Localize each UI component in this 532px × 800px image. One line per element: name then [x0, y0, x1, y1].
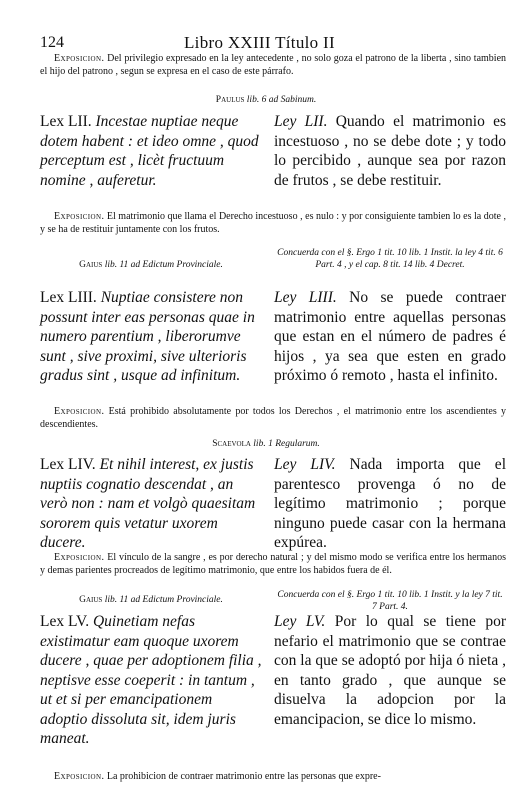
- law-heading: Ley LIV.: [274, 456, 336, 473]
- source-citation-1: [0, 95, 532, 105]
- source-citation-2: [40, 260, 262, 270]
- source-author: Gaius: [79, 595, 103, 605]
- latin-law-53: [40, 288, 262, 386]
- exposicion-5: [40, 770, 506, 783]
- source-author: Paulus: [215, 95, 245, 105]
- exposicion-label: Exposicion.: [54, 552, 105, 563]
- exposicion-1: [40, 52, 506, 78]
- source-author: Scaevola: [212, 439, 251, 449]
- spanish-text: No se puede contraer matrimonio entre aquellas personas que estan en el número de padres é hijos , ya sea que esten en grado próximo ó remoto , hasta el infinito.: [274, 289, 506, 384]
- law-heading: Ley LII.: [274, 113, 328, 130]
- law-heading: Lex LIII.: [40, 289, 97, 306]
- spanish-law-52: [274, 112, 506, 190]
- law-heading: Lex LV.: [40, 613, 90, 630]
- exposicion-text: El matrimonio que llama el Derecho incestuoso , es nulo : y por consiguiente tambien lo es la dote , y se ha de restituir juntamente con los frutos.: [40, 211, 506, 235]
- exposicion-label: Exposicion.: [54, 406, 105, 417]
- law-heading: Ley LIII.: [274, 289, 337, 306]
- latin-text: Quinetiam nefas existimatur eam quoque uxorem ducere , quae per adoptionem filia , neptisve esse coeperit : in tantum , ut et si per emancipationem adoptio dissoluta sit, idem juris maneat.: [40, 613, 262, 747]
- latin-law-52: [40, 112, 262, 190]
- source-ref: lib. 11 ad Edictum Provinciale.: [104, 260, 223, 270]
- latin-text: Incestae nuptiae neque dotem habent : et ideo omne , quod perceptum est , licèt fructuum nomine , auferetur.: [40, 113, 259, 189]
- exposicion-4: [40, 551, 506, 577]
- exposicion-label: Exposicion.: [54, 53, 105, 64]
- latin-law-54: [40, 455, 262, 553]
- latin-law-55: [40, 612, 262, 749]
- exposicion-2: [40, 210, 506, 236]
- exposicion-text: La prohibicion de contraer matrimonio entre las personas que expre-: [106, 771, 381, 782]
- source-ref: lib. 1 Regularum.: [253, 439, 320, 449]
- page-number: 124: [40, 34, 64, 51]
- exposicion-text: Del privilegio expresado en la ley antecedente , no solo goza el patrono de la liberta , sino tambien el hijo del patrono , segun se expresa en el caso de este párrafo.: [40, 53, 507, 77]
- latin-text: Nuptiae consistere non possunt inter eas personas quae in numero parentium , liberorumve sunt , sive proximi, sive ulterioris gradus sint , usque ad infinitum.: [40, 289, 255, 384]
- law-heading: Ley LV.: [274, 613, 326, 630]
- spanish-law-54: [274, 455, 506, 553]
- latin-text: Et nihil interest, ex justis nuptiis cognatio descendat , an verò non : nam et volgò quaesitam sororem quis vetatur uxorem ducere.: [40, 456, 256, 551]
- spanish-text: Quando el matrimonio es incestuoso , no se debe dote ; y todo lo percibido , aunque sea por razon de frutos , se debe restituir.: [274, 113, 507, 189]
- spanish-text: Por lo qual se tiene por nefario el matrimonio que se contrae con la que se adoptó por hija ó nieta , en tanto grado , que aunque se disuelva la adopcion por la emancipacion, se dice lo mismo.: [274, 613, 506, 728]
- exposicion-label: Exposicion.: [54, 211, 105, 222]
- law-heading: Lex LII.: [40, 113, 92, 130]
- source-ref: lib. 11 ad Edictum Provinciale.: [104, 595, 223, 605]
- source-ref: lib. 6 ad Sabinum.: [246, 95, 317, 105]
- exposicion-label: Exposicion.: [54, 771, 105, 782]
- concordance-note-2: Concuerda con el §. Ergo 1 tit. 10 lib. 1 Instit. la ley 4 tit. 6 Part. 4 , y el cap. 8 tit. 14 lib. 4 Decret.: [277, 248, 503, 270]
- exposicion-3: [40, 405, 506, 431]
- source-author: Gaius: [79, 260, 103, 270]
- spanish-law-55: [274, 612, 506, 729]
- spanish-law-53: [274, 288, 506, 386]
- exposicion-text: Está prohibido absolutamente por todos los Derechos , el matrimonio entre los ascendientes y descendientes.: [40, 406, 507, 430]
- concordance-note-4: Concuerda con el §. Ergo 1 tit. 10 lib. 1 Instit. y la ley 7 tit. 7 Part. 4.: [277, 590, 503, 612]
- source-citation-4: [40, 595, 262, 605]
- spanish-text: Nada importa que el parentesco provenga ó no de legítimo matrimonio ; porque ninguno puede casar con la hermana expúrea.: [274, 456, 506, 551]
- source-citation-3: [0, 439, 532, 449]
- exposicion-text: El vínculo de la sangre , es por derecho natural ; y del mismo modo se verifica entre los hermanos y demas parientes procreados de legítimo matrimonio, que entre los habidos fuera de él.: [40, 552, 506, 576]
- running-head: Libro XXIII Título II: [184, 33, 335, 52]
- law-heading: Lex LIV.: [40, 456, 96, 473]
